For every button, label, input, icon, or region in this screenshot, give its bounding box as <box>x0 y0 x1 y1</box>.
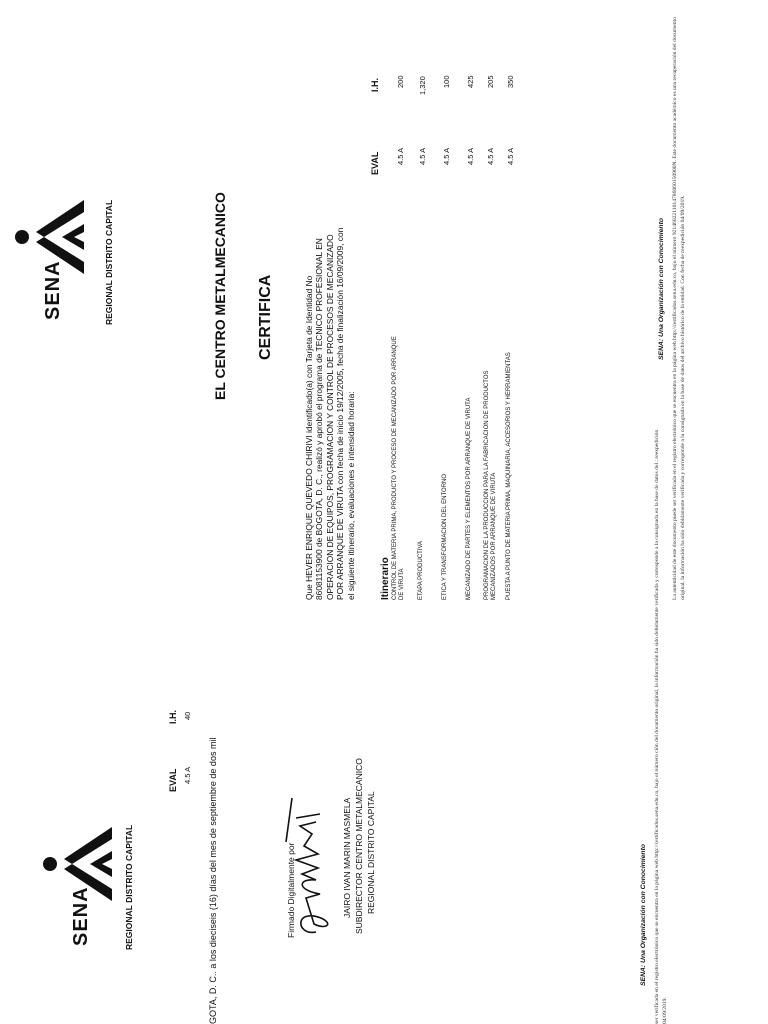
signature-image <box>276 788 336 938</box>
ih-header: I.H. <box>370 77 380 92</box>
row-eval: 4.5 A <box>396 147 405 165</box>
row-ih: 200 <box>396 75 405 88</box>
signed-label: Firmado Digitalmente por <box>286 842 296 938</box>
eval-header: EVAL <box>370 151 380 175</box>
row-label: PROGRAMACION DE LA PRODUCCION PARA LA FABRICACION DE PRODUCTOS MECANIZADOS POR ARRANQUE DE VIRUTA <box>484 370 498 600</box>
body-line: 86081153900 de BOGOTA, D. C., realizó y aprobó el programa de TECNICO PROFESIONAL EN <box>314 238 325 600</box>
body-line: OPERACION DE EQUIPOS, PROGRAMACION Y CONTROL DE PROCESOS DE MECANIZADO <box>324 234 335 600</box>
row-eval: 4.5 A <box>466 147 475 165</box>
date-line: GOTA, D. C.. a los dieciseis (16) días del mes de septiembre de dos mil <box>208 737 218 1024</box>
signer-region: REGIONAL DISTRITO CAPITAL <box>366 791 376 914</box>
row-eval: 4.5 A <box>506 147 515 165</box>
row-ih: 350 <box>506 75 515 88</box>
authenticity-footer: ser verificada en el registro electrónico que se encuentra en la página web http://certificados.sena.edu.co, bajo el número ción del documento original, la información ha sido debidamente verificada y corresponde a la consignada en la base de datos del : reexpedición 04/09/2019. <box>654 429 668 1024</box>
body-line: Que HEVER ENRIQUE QUEVEDO CHIRIVI identificado(a) con Tarjeta de Identidad No <box>304 275 314 600</box>
row-label: CONTROL DE MATERIA PRIMA, PRODUCTO Y PROCESO DE MECANIZADO POR ARRANQUE DE VIRUTA <box>392 336 406 600</box>
row-ih: 1,320 <box>418 76 427 95</box>
motto: SENA: Una Organización con Conocimiento <box>640 844 647 986</box>
row-ih: 100 <box>442 75 451 88</box>
row-label: MECANIZADO DE PARTES Y ELEMENTOS POR ARRANQUE DE VIRUTA <box>466 397 472 600</box>
logo-wordmark: SENA <box>42 260 64 320</box>
region-title: REGIONAL DISTRITO CAPITAL <box>124 824 134 950</box>
logo-wordmark: SENA <box>70 886 92 946</box>
itinerary-title: Itinerario <box>380 557 391 600</box>
row-label: ETICA Y TRANSFORMACION DEL ENTORNO <box>442 473 448 600</box>
authenticity-footer: La autenticidad de este documento puede ser verificada en el registro electrónico que se encuentra en la página web http://certificados.sena.edu.co, bajo el número 9214602211014786060150900N. Este documento académico es una recuperación del documento original, la información ha sido debidamente verificada y corresponde a la consignada en la base de datos del archivo histórico de la entidad. Con fecha de reexpedición 04/09/2019. <box>672 17 686 600</box>
row-eval: 4.5 A <box>418 147 427 165</box>
row-label: PUESTA A PUNTO DE MATERIA PRIMA, MAQUINARIA, ACCESORIOS Y HERRAMIENTAS <box>506 352 512 600</box>
ih-header: I.H. <box>168 709 178 724</box>
motto: SENA: Una Organización con Conocimiento <box>658 218 665 360</box>
row-ih: 205 <box>486 75 495 88</box>
eval-header: EVAL <box>168 768 178 792</box>
signer-name: JAIRO IVAN MARIN MASMELA <box>342 797 352 918</box>
signer-title: SUBDIRECTOR CENTRO METALMECANICO <box>354 758 364 934</box>
body-line: POR ARRANQUE DE VIRUTA con fecha de inicio 19/12/2005, fecha de finalización 16/09/2009, con <box>335 227 346 600</box>
body-line: el siguiente itinerario, evaluaciones e intensidad horaria: <box>345 391 356 600</box>
row-ih: 425 <box>466 75 475 88</box>
ih-value: 40 <box>183 711 192 720</box>
eval-value: 4.5 A <box>183 766 192 784</box>
row-eval: 4.5 A <box>486 147 495 165</box>
center-title: EL CENTRO METALMECANICO <box>212 192 228 400</box>
region-title: REGIONAL DISTRITO CAPITAL <box>104 199 114 325</box>
row-label: ETAPA PRODUCTIVA <box>418 540 424 600</box>
row-eval: 4.5 A <box>442 147 451 165</box>
certifica-heading: CERTIFICA <box>257 274 274 360</box>
